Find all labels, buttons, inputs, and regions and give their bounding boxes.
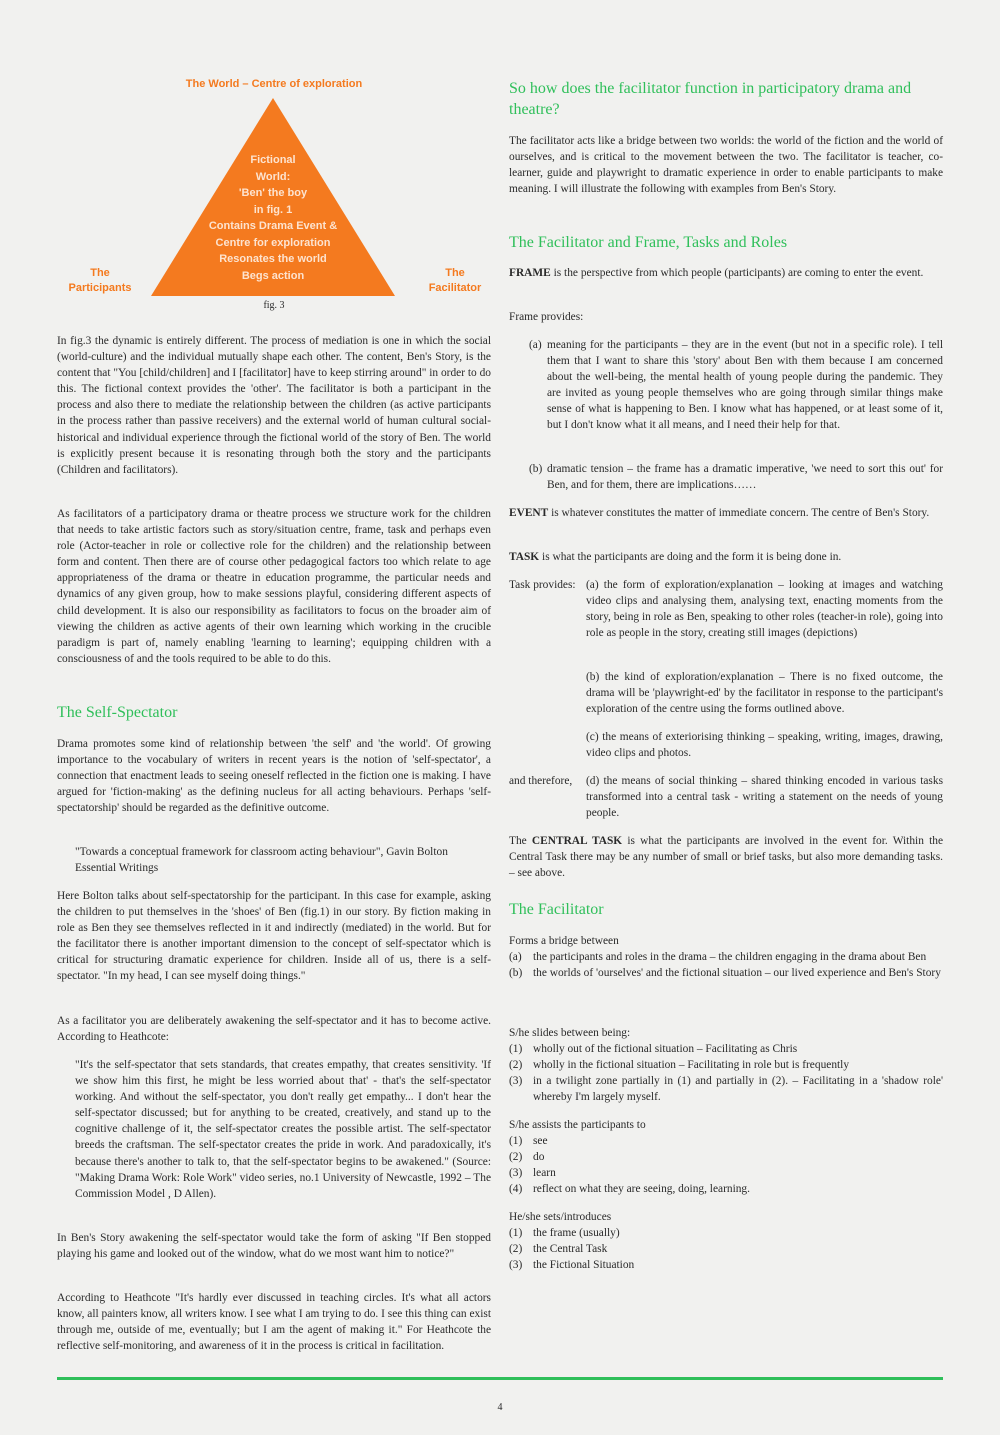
sets-list: [509, 1225, 943, 1273]
paragraph: Here Bolton talks about self-spectatorship for the participant. In this case for example, asking the children to put themselves in the 'shoes' of Ben (fig.1) in our story. By fiction making in role as Ben they see themselves reflected in it and indirectly (mediated) in the world. But for the facilitator there is another important dimension to the concept of self-spectator which is critical for structuring dramatic experience for children. Inside all of us, there is a self-spectator. "In my head, I can see myself doing things.": [57, 890, 491, 983]
item-text: in a twilight zone partially in (1) and partially in (2). – Facilitating in a 'shadow role' whereby I'm largely myself.: [533, 1075, 943, 1104]
list-item: [509, 1133, 943, 1149]
facilitator-label-line: The: [445, 267, 465, 279]
footer-rule: [57, 1377, 943, 1380]
item-text: the participants and roles in the drama – the children engaging in the drama about Ben: [533, 951, 927, 963]
definition-text: is what the participants are involved in the event for. Within the Central Task there may be any number of small or brief tasks, but also more demanding tasks. – see above.: [509, 835, 944, 880]
inner-line: 'Ben' the boy: [238, 187, 308, 199]
list-item: [509, 1149, 943, 1165]
participants-label: [57, 266, 143, 296]
inner-line: Begs action: [241, 269, 305, 282]
item-number: (a): [509, 951, 522, 963]
sets-intro: He/she sets/introduces: [509, 1211, 612, 1223]
frame-definition: [509, 265, 943, 281]
paragraph: The facilitator acts like a bridge between two worlds: the world of the fiction and the world of ourselves, and is critical to the movement between the two. The facilitator is teacher, co-learner, guide and playwright to dramatic experience in order to enable participants to make meaning. I will illustrate the following with examples from Ben's Story.: [509, 135, 943, 196]
facilitator-label-line: Facilitator: [428, 282, 482, 294]
item-number: (2): [509, 1059, 523, 1072]
definition-text: is whatever constitutes the matter of immediate concern. The centre of Ben's Story.: [548, 507, 930, 519]
section-heading-the-facilitator: The Facilitator: [509, 901, 604, 918]
item-number: (3): [509, 1259, 523, 1272]
item-number: (1): [509, 1227, 523, 1239]
item-text: wholly in the fictional situation – Facilitating in role but is frequently: [533, 1059, 850, 1072]
task-provides-label: Task provides:: [509, 579, 576, 591]
definition-text: is the perspective from which people (participants) are coming to enter the event.: [550, 267, 924, 279]
task-provides-block: [509, 577, 943, 641]
section-heading-frame-tasks-roles: The Facilitator and Frame, Tasks and Roles: [509, 234, 788, 251]
item-text: the worlds of 'ourselves' and the fictional situation – our lived experience and Ben's Story: [533, 967, 941, 980]
item-text: wholly out of the fictional situation – Facilitating as Chris: [533, 1043, 798, 1055]
item-text: the Central Task: [533, 1243, 608, 1256]
item-text: the Fictional Situation: [533, 1259, 635, 1272]
item-number: (2): [509, 1151, 523, 1164]
list-item: [509, 1073, 943, 1105]
task-d-block: [509, 773, 943, 821]
frame-provides: Frame provides:: [509, 311, 584, 323]
inner-line: World:: [255, 170, 291, 183]
paragraph: Drama promotes some kind of relationship between 'the self' and 'the world'. Of growing importance to the vocabulary of writers in recent years is the notion of 'self-spectator', a connection that enactment leads to seeing oneself reflected in the fiction one is making. I have argued for 'fiction-making' as the defining nucleus for all acting behaviours. Perhaps 'self-spectatorship' should be regarded as the definitive outcome.: [57, 738, 491, 815]
item-number: (4): [509, 1183, 523, 1196]
item-text: reflect on what they are seeing, doing, learning.: [533, 1183, 750, 1196]
inner-line: Centre for exploration: [215, 236, 331, 249]
figure-caption: fig. 3: [263, 300, 285, 311]
task-item-d: (d) the means of social thinking – shared thinking encoded in various tasks transformed into a central task - writing a statement on the needs of young people.: [586, 775, 943, 820]
page-number: 4: [497, 1402, 503, 1413]
list-item: [509, 1041, 943, 1057]
section-heading-facilitator-function: So how does the facilitator function in participatory drama and theatre?: [509, 80, 912, 118]
item-number: (a): [529, 339, 542, 351]
task-item-a: (a) the form of exploration/explanation – looking at images and watching video clips and analysing them, analysing text, enacting moments from the story, being in role as Ben, speaking to other roles (teacher-in role), going into role as people in the story, creating still images (depictions): [586, 579, 943, 640]
inner-line: Fictional: [250, 154, 296, 166]
frame-item-a: [529, 337, 943, 434]
item-number: (b): [529, 463, 543, 475]
item-text: learn: [533, 1167, 556, 1180]
term-task: TASK: [509, 551, 540, 563]
list-item: [509, 1257, 943, 1273]
item-number: (1): [509, 1043, 523, 1055]
list-item: [509, 1181, 943, 1197]
slides-intro: S/he slides between being:: [509, 1027, 631, 1039]
inner-line: in fig. 1: [253, 203, 293, 216]
list-item: [509, 1165, 943, 1181]
item-text: see: [533, 1135, 548, 1147]
item-text: the frame (usually): [533, 1227, 620, 1239]
item-number: (1): [509, 1135, 523, 1147]
term-event: EVENT: [509, 507, 549, 519]
forms-list: [509, 949, 943, 981]
paragraph: According to Heathcote "It's hardly ever discussed in teaching circles. It's what all actors know, all painters know, all writers know. I see what I am trying to do. I see this thing can exist through me, outside of me, eventually; but I am the agent of making it." For Heathcote the reflective self-monitoring, and awareness of it in the process is critical in facilitation.: [57, 1292, 491, 1353]
frame-item-b: [529, 461, 943, 493]
figure-top-label: The World – Centre of exploration: [185, 78, 363, 90]
assists-intro: S/he assists the participants to: [509, 1119, 646, 1131]
definition-text: is what the participants are doing and the form it is being done in.: [539, 551, 842, 563]
list-item: [509, 1241, 943, 1257]
forms-intro: Forms a bridge between: [509, 935, 619, 947]
list-item: [509, 1057, 943, 1073]
figure-3: [57, 70, 491, 320]
facilitator-label: [413, 266, 497, 296]
term-central-task: CENTRAL TASK: [531, 835, 623, 847]
list-item: [509, 949, 943, 965]
participants-label-line: Participants: [68, 282, 132, 294]
paragraph: In Ben's Story awakening the self-spectator would take the form of asking "If Ben stopped playing his game and looked out of the window, what do we most want him to notice?": [57, 1232, 491, 1261]
task-item-b: (b) the kind of exploration/explanation – There is no fixed outcome, the drama will be 'playwright-ed' by the facilitator in response to the participant's exploration of the centre using the forms outlined above.: [586, 671, 943, 716]
item-number: (3): [509, 1167, 523, 1180]
paragraph: In fig.3 the dynamic is entirely different. The process of mediation is one in which the social (world-culture) and the individual mutually shape each other. The content, Ben's Story, is the content that "You [child/children] and I [facilitator] have to keep stirring around" in order to do this. The fictional context provides the 'other'. The facilitator is both a participant in the process and also there to mediate the relationship between the children (as active participants in the process rather than passive receivers) and the external world of human cultural social-historical and individual experience through the fictional world of the story of Ben. The world is explicitly present because it is resonating through both the story and the participants (Children and facilitators).: [57, 335, 491, 476]
definition-text: The: [509, 835, 532, 847]
item-number: (b): [509, 967, 523, 980]
item-text: dramatic tension – the frame has a dramatic imperative, 'we need to sort this out' for Ben, and for them, there are implications……: [547, 463, 943, 492]
item-number: (2): [509, 1243, 523, 1256]
term-frame: FRAME: [509, 267, 551, 279]
slides-list: [509, 1041, 943, 1105]
paragraph: As facilitators of a participatory drama or theatre process we structure work for the children that needs to take artistic factors such as story/situation centre, frame, task and perhaps even role (Actor-teacher in role or collective role for the children) and the relationship between form and content. Then there are of course other pedagogical factors too which relate to age appropriateness of the drama or theatre in education programme, the particular needs and dynamics of any given group, how to make sessions playful, considering different aspects of child development. It is also our responsibility as facilitators to focus on the broader aim of viewing the children as active agents of their own learning which working in the crucible paradigm is part of, namely enabling 'learning to learning'; equipping children with a consciousness of and the tools required to be able to do this.: [57, 508, 491, 665]
task-definition: [509, 549, 943, 565]
inner-line: Resonates the world: [219, 253, 327, 265]
central-task-definition: [509, 833, 943, 881]
triangle-inner-text: [173, 152, 373, 284]
inner-line: Contains Drama Event &: [208, 220, 338, 232]
list-item: [509, 1225, 943, 1241]
list-item: [509, 965, 943, 981]
item-number: (3): [509, 1075, 523, 1088]
section-heading-self-spectator: The Self-Spectator: [57, 704, 178, 721]
event-definition: [509, 505, 943, 521]
assists-list: [509, 1133, 943, 1197]
block-quote: "Towards a conceptual framework for classroom acting behaviour", Gavin Bolton Essential Writings: [75, 846, 448, 875]
paragraph: As a facilitator you are deliberately awakening the self-spectator and it has to become active. According to Heathcote:: [57, 1015, 491, 1044]
item-text: do: [533, 1151, 545, 1164]
item-text: meaning for the participants – they are in the event (but not in a specific role). I tell them that I want to share this 'story' about Ben with them because I am concerned about the well-being, the mental health of young people during the pandemic. They are invited as young people themselves who are going through similar things make sense of what is happening to Ben. I know what has happened, or at least some of it, but I don't know what it all means, and I need their help for that.: [547, 339, 943, 432]
and-therefore-label: and therefore,: [509, 775, 573, 787]
participants-label-line: The: [90, 267, 110, 279]
block-quote: "It's the self-spectator that sets standards, that creates empathy, that creates sensitivity. 'If we show him this first, he might be less worried about that' - that's the self-spectator working. And without the self-spectator, you don't really get empathy... I don't hear the self-spectator discussed; but for anything to be created, creatively, and stand up to the cognitive challenge of it, the self-spectator creates the possible artist. The self-spectator breeds the craftsman. The self-spectator creates the pride in work. And paradoxically, it's because there's another to talk to, that the self-spectator begins to be awakened." (Source: "Making Drama Work: Role Work" video series, no.1 University of Newcastle, 1992 – The Commission Model , D Allen).: [75, 1059, 491, 1200]
task-item-c: (c) the means of exteriorising thinking – speaking, writing, images, drawing, video clips and photos.: [586, 731, 943, 760]
